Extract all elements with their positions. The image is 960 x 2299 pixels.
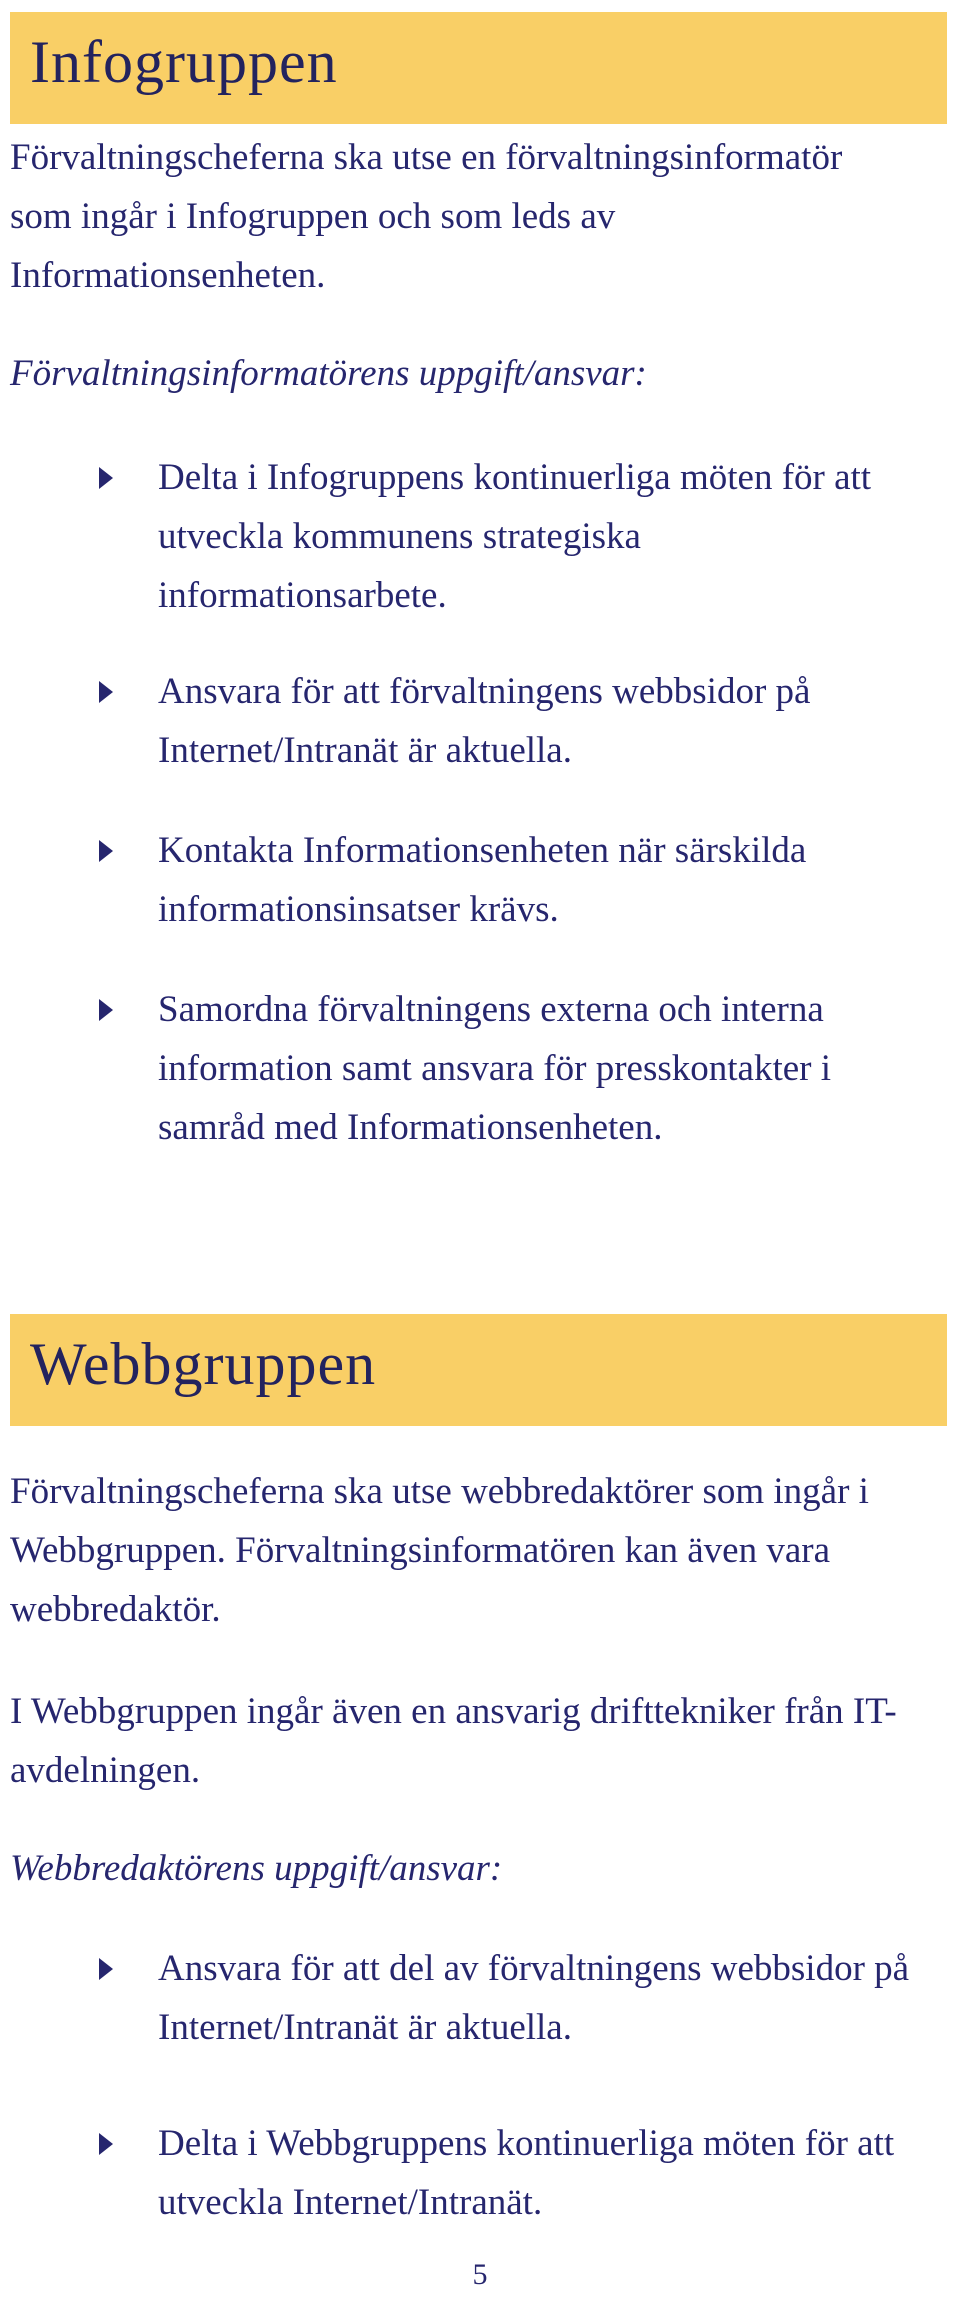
bullet-triangle-icon [99, 840, 113, 862]
intro-paragraph: Förvaltningscheferna ska utse webbredaktörer som ingår i Webbgruppen. Förvaltningsinformatören kan även vara webbredaktör. [10, 1471, 869, 1630]
list-item-text: Ansvara för att del av förvaltningens webbsidor på Internet/Intranät är aktuella. [158, 1948, 910, 2048]
section-heading: Infogruppen [30, 29, 338, 95]
section-heading-band [10, 12, 947, 124]
list-item-text: Samordna förvaltningens externa och interna information samt ansvara för presskontakter i samråd med Informationsenheten. [158, 989, 831, 1148]
bullet-triangle-icon [99, 1958, 113, 1980]
list-item-text: Kontakta Informationsenheten när särskilda informationsinsatser krävs. [158, 830, 807, 930]
section-heading: Webbgruppen [30, 1331, 377, 1397]
bullet-triangle-icon [99, 467, 113, 489]
section-heading-band [10, 1314, 947, 1426]
list-item-text: Delta i Webbgruppens kontinuerliga möten för att utveckla Internet/Intranät. [158, 2123, 895, 2223]
responsibilities-subheading: Webbredaktörens uppgift/ansvar: [10, 1848, 503, 1889]
intro-paragraph: Förvaltningscheferna ska utse en förvaltningsinformatör som ingår i Infogruppen och som leds av Informationsenheten. [10, 137, 843, 296]
responsibilities-subheading: Förvaltningsinformatörens uppgift/ansvar: [10, 353, 647, 394]
list-item-text: Delta i Infogruppens kontinuerliga möten för att utveckla kommunens strategiska informationsarbete. [158, 457, 872, 616]
bullet-triangle-icon [99, 999, 113, 1021]
intro-paragraph: I Webbgruppen ingår även en ansvarig drifttekniker från IT-avdelningen. [10, 1691, 897, 1791]
bullet-triangle-icon [99, 681, 113, 703]
page-number: 5 [472, 2258, 488, 2291]
list-item-text: Ansvara för att förvaltningens webbsidor på Internet/Intranät är aktuella. [158, 671, 811, 771]
bullet-triangle-icon [99, 2133, 113, 2155]
